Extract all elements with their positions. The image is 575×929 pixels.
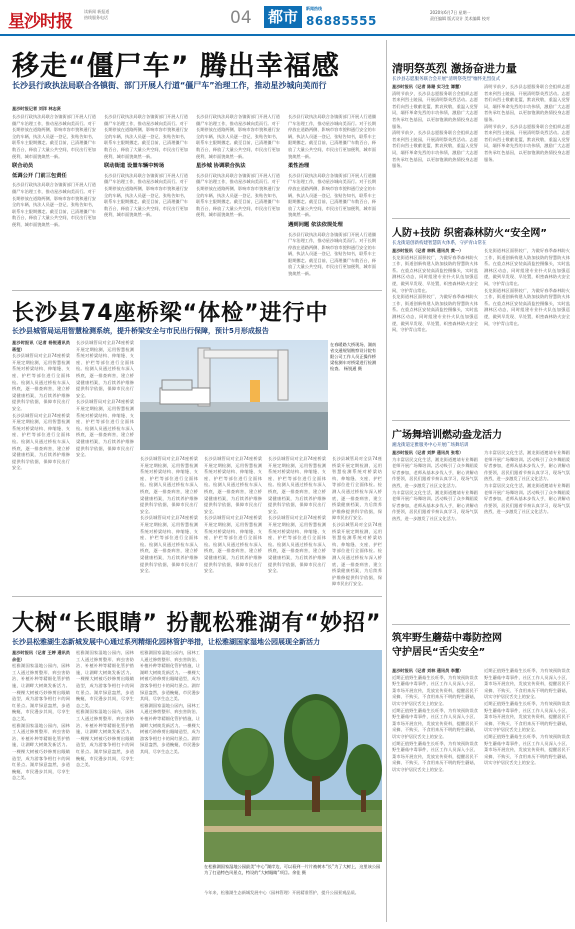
article3-byline: 星沙时报讯（记者 王婷 通讯员 余佳） xyxy=(12,650,70,662)
article1-col2: 长沙县行政执法局联合各镇街部门开展人行道僵尸车治理工作，推动星沙城向美而行。对于长期停放在道路两侧、影响市容市貌和通行安全的车辆，执法人员逐一登记、张贴告知书，联系车主限期挪走。截至目前，已清理僵尸车数百台，释放了大量公共空间，市民出行更加便利，城市面貌焕然一新。 联动街道 设置车辆中转场 长沙县行政执法局联合各镇街部门开展人行道僵尸车治理工作，推动星沙城向美而行。对于长期停放在道路两侧、影响市容市貌和通行安全的车辆，执法人员逐一登记、张贴告知书，联系车主限期挪走。截至目前，已清理僵尸车数百台，释放了大量公共空间，市民出行更加便利，城市面貌焕然一新。 xyxy=(104,114,188,218)
article2-col2: 长沙县城管局对全县74座桥梁开展定期检测，运用智慧检测系统对桥梁结构、伸缩缝、支座、护栏等部位进行全面体检。检测人员通过桥检车深入桥底，逐一排查病害，建立桥梁健康档案，为后续养护维修提供科学依据，保障市民出行安全。 长沙县城管局对全县74座桥梁开展定期检测，运用智慧检测系统对桥梁结构、伸缩缝、支座、护栏等部位进行全面体检。检测人员通过桥检车深入桥底，逐一排查病害，建立桥梁健康档案，为后续养护维修提供科学依据，保障市民出行安全。 xyxy=(76,340,134,458)
article1-byline: 星沙时报记者 刘洋 林志贤 xyxy=(12,106,61,111)
page-number: 04 xyxy=(230,8,252,28)
masthead xyxy=(0,0,575,36)
right3-col1: 星沙时报讯（记者 刘梦 通讯员 张希） 为丰富居民文化生活，湘龙街道邀请专业舞蹈老师开展广场舞培训。活动吸引了众多舞蹈爱好者参加，老师从基本步伐入手，耐心讲解动作要领，居民们跟着节奏认真学习，现场气氛热烈，进一步激发了社区文化活力。 为丰富居民文化生活，湘龙街道邀请专业舞蹈老师开展广场舞培训。活动吸引了众多舞蹈爱好者参加，老师从基本步伐入手，耐心讲解动作要领，居民们跟着节奏认真学习，现场气氛热烈，进一步激发了社区文化活力。 xyxy=(392,450,478,521)
right4-byline: 星沙时报讯（记者 刘林 通讯员 李慧） xyxy=(392,668,464,673)
article3-col3: 松雅湖国家湿地公园内，园林工人通过修剪整形、病虫害防治、补植补种等精细化管护措施，让湖畔大树焕发新活力。一棵棵大树被巧妙修剪出眼睛造型，成为游客争相打卡的网红景点。湖岸绿意盎然，步道蜿蜒，市民漫步其间，尽享生态之美。 松雅湖国家湿地公园内，园林工人通过修剪整形、病虫害防治、补植补种等精细化管护措施，让湖畔大树焕发新活力。一棵棵大树被巧妙修剪出眼睛造型，成为游客争相打卡的网红景点。湖岸绿意盎然，步道蜿蜒，市民漫步其间，尽享生态之美。 xyxy=(140,650,200,754)
article3-col4: 今年来，松雅湖生态新城发展中心（园林管理）开展精准管护，提升公园景观品质。 xyxy=(204,890,359,895)
masthead-rule xyxy=(0,34,575,36)
article3-col1: 星沙时报讯（记者 王婷 通讯员 余佳） 松雅湖国家湿地公园内，园林工人通过修剪整形、病虫害防治、补植补种等精细化管护措施，让湖畔大树焕发新活力。一棵棵大树被巧妙修剪出眼睛造型，成为游客争相打卡的网红景点。湖岸绿意盎然，步道蜿蜒，市民漫步其间，尽享生态之美。 松雅湖国家湿地公园内，园林工人通过修剪整形、病虫害防治、补植补种等精细化管护措施，让湖畔大树焕发新活力。一棵棵大树被巧妙修剪出眼睛造型，成为游客争相打卡的网红景点。湖岸绿意盎然，步道蜿蜒，市民漫步其间，尽享生态之美。 xyxy=(12,650,70,781)
article1-subhead-1: 联合动员 xyxy=(12,163,34,170)
article3-col2: 松雅湖国家湿地公园内，园林工人通过修剪整形、病虫害防治、补植补种等精细化管护措施，让湖畔大树焕发新活力。一棵棵大树被巧妙修剪出眼睛造型，成为游客争相打卡的网红景点。湖岸绿意盎然，步道蜿蜒，市民漫步其间，尽享生态之美。 松雅湖国家湿地公园内，园林工人通过修剪整形、病虫害防治、补植补种等精细化管护措施，让湖畔大树焕发新活力。一棵棵大树被巧妙修剪出眼睛造型，成为游客争相打卡的网红景点。湖岸绿意盎然，步道蜿蜒，市民漫步其间，尽享生态之美。 xyxy=(76,650,134,768)
right3-subtitle: 湘龙街道定雅服务中心开展广场舞培训 xyxy=(392,443,469,448)
article1-col3: 长沙县行政执法局联合各镇街部门开展人行道僵尸车治理工作，推动星沙城向美而行。对于长期停放在道路两侧、影响市容市貌和通行安全的车辆，执法人员逐一登记、张贴告知书，联系车主限期挪走。截至目前，已清理僵尸车数百台，释放了大量公共空间，市民出行更加便利，城市面貌焕然一新。 星沙城 协调联合执法 长沙县行政执法局联合各镇街部门开展人行道僵尸车治理工作，推动星沙城向美而行。对于长期停放在道路两侧、影响市容市貌和通行安全的车辆，执法人员逐一登记、张贴告知书，联系车主限期挪走。截至目前，已清理僵尸车数百台，释放了大量公共空间，市民出行更加便利，城市面貌焕然一新。 xyxy=(196,114,280,218)
article2-col6: 长沙县城管局对全县74座桥梁开展定期检测，运用智慧检测系统对桥梁结构、伸缩缝、支座、护栏等部位进行全面体检。检测人员通过桥检车深入桥底，逐一排查病害，建立桥梁健康档案，为后续养护维修提供科学依据，保障市民出行安全。 长沙县城管局对全县74座桥梁开展定期检测，运用智慧检测系统对桥梁结构、伸缩缝、支座、护栏等部位进行全面体检。检测人员通过桥检车深入桥底，逐一排查病害，建立桥梁健康档案，为后续养护维修提供科学依据，保障市民出行安全。 xyxy=(332,456,382,587)
right-divider-2 xyxy=(392,420,570,421)
article2-col1: 星沙时报讯（记者 杨锐通讯员 蒋莹） 长沙县城管局对全县74座桥梁开展定期检测，运用智慧检测系统对桥梁结构、伸缩缝、支座、护栏等部位进行全面体检。检测人员通过桥检车深入桥底，逐一排查病害，建立桥梁健康档案，为后续养护维修提供科学依据，保障市民出行安全。 长沙县城管局对全县74座桥梁开展定期检测，运用智慧检测系统对桥梁结构、伸缩缝、支座、护栏等部位进行全面体检。检测人员通过桥检车深入桥底，逐一排查病害，建立桥梁健康档案，为后续养护维修提供科学依据，保障市民出行安全。 xyxy=(12,340,70,471)
section-label: 都市 xyxy=(264,6,302,28)
article3-title: 大树“长眼睛” 扮靓松雅湖有“妙招” xyxy=(12,611,382,636)
article1-subhead-6: 遇到问题 依法依规处理 xyxy=(288,221,343,228)
article1-subhead-3: 联动街道 设置车辆中转场 xyxy=(104,163,165,170)
article2-title: 长沙县74座桥梁“体检”进行中 xyxy=(12,301,329,326)
right2-col2: 长龙街道林区面积较广，为做好春季森林防火工作，街道创新构建人防加技防的智慧防火体系。在重点林区安装高清监控摄像头，实时监测林区动态，同时组建专业扑火队伍加强巡逻，做到早发现、早处置，织密森林防火安全网，守护青山常在。 长龙街道林区面积较广，为做好春季森林防火工作，街道创新构建人防加技防的智慧防火体系。在重点林区安装高清监控摄像头，实时监测林区动态，同时组建专业扑火队伍加强巡逻，做到早发现、早处置，织密森林防火安全网，守护青山常在。 xyxy=(484,248,570,326)
right2-subtitle: 长龙街道创新构建智慧防火体系，守护青山常在 xyxy=(392,241,487,246)
right2-col1: 星沙时报讯（记者 林枫 通讯员 黄一） 长龙街道林区面积较广，为做好春季森林防火工作，街道创新构建人防加技防的智慧防火体系。在重点林区安装高清监控摄像头，实时监测林区动态，同时组建专业扑火队伍加强巡逻，做到早发现、早处置，织密森林防火安全网，守护青山常在。 长龙街道林区面积较广，为做好春季森林防火工作，街道创新构建人防加技防的智慧防火体系。在重点林区安装高清监控摄像头，实时监测林区动态，同时组建专业扑火队伍加强巡逻，做到早发现、早处置，织密森林防火安全网，守护青山常在。 xyxy=(392,248,478,333)
right-divider-1 xyxy=(392,218,570,219)
tree-photo-caption: 在松雅湖国家湿地公园最美“中心”湖岸边，可以看到一片片被树木“长”为了大树上，这里该公园为了打造特色风景点，特设的“大树眼睛”项目。余佳 摄 xyxy=(204,864,381,875)
bridge-photo-illustration xyxy=(140,340,328,450)
tree-photo-illustration xyxy=(204,650,382,862)
right2-title: 人防+技防 织密森林防火“安全网” xyxy=(392,228,548,239)
hotline-label: 新闻热线 xyxy=(306,6,322,11)
bridge-photo-caption: 在春暖路大桥现场，湖南省交通规划勘察设计院有限公司工作人员正操作桥梁检测车对桥梁进行检测检查。 杨锐通 摄 xyxy=(330,342,377,371)
right3-title: 广场舞培训燃动盎龙活力 xyxy=(392,430,502,441)
tree-eyes-photo xyxy=(204,650,382,862)
article1-subhead-5: 柔性治理 xyxy=(288,163,310,170)
right1-col2: 清明节前夕，长沙县志愿服务联合会组织志愿者来到烈士陵园，开展清明祭英烈活动。志愿者们向烈士敬献花篮，默哀致敬，重温入党誓词，缅怀革命先烈的丰功伟绩，激励广大志愿者传承红色基因，以更加饱满的热情投身志愿服务。 清明节前夕，长沙县志愿服务联合会组织志愿者来到烈士陵园，开展清明祭英烈活动。志愿者们向烈士敬献花篮，默哀致敬，重温入党誓词，缅怀革命先烈的丰功伟绩，激励广大志愿者传承红色基因，以更加饱满的热情投身志愿服务。 xyxy=(484,84,570,162)
article1-col1: 长沙县行政执法局联合各镇街部门开展人行道僵尸车治理工作，推动星沙城向美而行。对于长期停放在道路两侧、影响市容市貌和通行安全的车辆，执法人员逐一登记、张贴告知书，联系车主限期挪走。截至目前，已清理僵尸车数百台，释放了大量公共空间，市民出行更加便利，城市面貌焕然一新。 联合动员 低调公开 门前三包责任 长沙县行政执法局联合各镇街部门开展人行道僵尸车治理工作，推动星沙城向美而行。对于长期停放在道路两侧、影响市容市貌和通行安全的车辆，执法人员逐一登记、张贴告知书，联系车主限期挪走。截至目前，已清理僵尸车数百台，释放了大量公共空间，市民出行更加便利，城市面貌焕然一新。 xyxy=(12,114,96,227)
divider-1 xyxy=(12,290,382,291)
hotline-number: 86885555 xyxy=(306,14,377,28)
right3-byline: 星沙时报讯（记者 刘梦 通讯员 张希） xyxy=(392,450,464,455)
article2-col3: 长沙县城管局对全县74座桥梁开展定期检测，运用智慧检测系统对桥梁结构、伸缩缝、支座、护栏等部位进行全面体检。检测人员通过桥检车深入桥底，逐一排查病害，建立桥梁健康档案，为后续养护维修提供科学依据，保障市民出行安全。 长沙县城管局对全县74座桥梁开展定期检测，运用智慧检测系统对桥梁结构、伸缩缝、支座、护栏等部位进行全面体检。检测人员通过桥检车深入桥底，逐一排查病害，建立桥梁健康档案，为后续养护维修提供科学依据，保障市民出行安全。 xyxy=(140,456,198,574)
right4-title: 筑牢野生蘑菇中毒防控网 守护居民“舌尖安全” xyxy=(392,633,502,658)
right1-byline: 星沙时报讯（记者 陈珊 实习生 谭慧） xyxy=(392,84,464,89)
right4-col2: 近期正值野生蘑菇生长旺季，为有效预防误食野生蘑菇中毒事件，社区工作人员深入小区、菜市场开展宣传，发放宣传资料，提醒居民不采摘、不购买、不食用来历不明的野生蘑菇，切实守护居民舌尖上的安全。 近期正值野生蘑菇生长旺季，为有效预防误食野生蘑菇中毒事件，社区工作人员深入小区、菜市场开展宣传，发放宣传资料，提醒居民不采摘、不购买、不食用来历不明的野生蘑菇，切实守护居民舌尖上的安全。 近期正值野生蘑菇生长旺季，为有效预防误食野生蘑菇中毒事件，社区工作人员深入小区、菜市场开展宣传，发放宣传资料，提醒居民不采摘、不购买、不食用来历不明的野生蘑菇，切实守护居民舌尖上的安全。 xyxy=(484,668,570,766)
article2-subtitle: 长沙县城管局运用智慧检测系统，提升桥梁安全与市民出行保障，预计5月形成报告 xyxy=(12,327,269,335)
logo-subtitle: 读新闻 新报道 热线服务电话 xyxy=(84,9,110,20)
article1-subtitle: 长沙县行政执法局联合各镇街、部门开展人行道“僵尸车”治理工作，推动星沙城向美而行 xyxy=(12,81,327,90)
column-divider xyxy=(386,40,387,922)
right3-col2: 为丰富居民文化生活，湘龙街道邀请专业舞蹈老师开展广场舞培训。活动吸引了众多舞蹈爱好者参加，老师从基本步伐入手，耐心讲解动作要领，居民们跟着节奏认真学习，现场气氛热烈，进一步激发了社区文化活力。 为丰富居民文化生活，湘龙街道邀请专业舞蹈老师开展广场舞培训。活动吸引了众多舞蹈爱好者参加，老师从基本步伐入手，耐心讲解动作要领，居民们跟着节奏认真学习，现场气氛热烈，进一步激发了社区文化活力。 xyxy=(484,450,570,515)
article1-subhead-2: 低调公开 门前三包责任 xyxy=(12,172,67,179)
article2-col4: 长沙县城管局对全县74座桥梁开展定期检测，运用智慧检测系统对桥梁结构、伸缩缝、支座、护栏等部位进行全面体检。检测人员通过桥检车深入桥底，逐一排查病害，建立桥梁健康档案，为后续养护维修提供科学依据，保障市民出行安全。 长沙县城管局对全县74座桥梁开展定期检测，运用智慧检测系统对桥梁结构、伸缩缝、支座、护栏等部位进行全面体检。检测人员通过桥检车深入桥底，逐一排查病害，建立桥梁健康档案，为后续养护维修提供科学依据，保障市民出行安全。 xyxy=(204,456,262,574)
right2-byline: 星沙时报讯（记者 林枫 通讯员 黄一） xyxy=(392,248,464,253)
article2-byline: 星沙时报讯（记者 杨锐通讯员 蒋莹） xyxy=(12,340,70,352)
right1-title: 清明祭英烈 激扬奋进力量 xyxy=(392,62,517,75)
right4-col1: 星沙时报讯（记者 刘林 通讯员 李慧） 近期正值野生蘑菇生长旺季，为有效预防误食野生蘑菇中毒事件，社区工作人员深入小区、菜市场开展宣传，发放宣传资料，提醒居民不采摘、不购买、不食用来历不明的野生蘑菇，切实守护居民舌尖上的安全。 近期正值野生蘑菇生长旺季，为有效预防误食野生蘑菇中毒事件，社区工作人员深入小区、菜市场开展宣传，发放宣传资料，提醒居民不采摘、不购买、不食用来历不明的野生蘑菇，切实守护居民舌尖上的安全。 近期正值野生蘑菇生长旺季，为有效预防误食野生蘑菇中毒事件，社区工作人员深入小区、菜市场开展宣传，发放宣传资料，提醒居民不采摘、不购买、不食用来历不明的野生蘑菇，切实守护居民舌尖上的安全。 xyxy=(392,668,478,772)
right1-col1: 星沙时报讯（记者 陈珊 实习生 谭慧） 清明节前夕，长沙县志愿服务联合会组织志愿者来到烈士陵园，开展清明祭英烈活动。志愿者们向烈士敬献花篮，默哀致敬，重温入党誓词，缅怀革命先烈的丰功伟绩，激励广大志愿者传承红色基因，以更加饱满的热情投身志愿服务。 清明节前夕，长沙县志愿服务联合会组织志愿者来到烈士陵园，开展清明祭英烈活动。志愿者们向烈士敬献花篮，默哀致敬，重温入党誓词，缅怀革命先烈的丰功伟绩，激励广大志愿者传承红色基因，以更加饱满的热情投身志愿服务。 xyxy=(392,84,478,169)
newspaper-logo: 星沙时报 xyxy=(8,12,72,32)
issue-date-info: 2020年6月7日 星期一 责任编辑 版式设计 美术编辑 校对 xyxy=(430,10,490,21)
article2-col5: 长沙县城管局对全县74座桥梁开展定期检测，运用智慧检测系统对桥梁结构、伸缩缝、支座、护栏等部位进行全面体检。检测人员通过桥检车深入桥底，逐一排查病害，建立桥梁健康档案，为后续养护维修提供科学依据，保障市民出行安全。 长沙县城管局对全县74座桥梁开展定期检测，运用智慧检测系统对桥梁结构、伸缩缝、支座、护栏等部位进行全面体检。检测人员通过桥检车深入桥底，逐一排查病害，建立桥梁健康档案，为后续养护维修提供科学依据，保障市民出行安全。 xyxy=(268,456,326,574)
right1-subtitle: 长沙县志愿服务联合会开展“清明祭英烈”缅怀先烈仪式 xyxy=(392,77,501,82)
article1-title: 移走“僵尸车” 腾出幸福感 xyxy=(12,51,340,82)
divider-2 xyxy=(12,596,382,597)
bridge-inspection-photo xyxy=(140,340,328,450)
article1-subhead-4: 星沙城 协调联合执法 xyxy=(196,163,246,170)
article1-col4: 长沙县行政执法局联合各镇街部门开展人行道僵尸车治理工作，推动星沙城向美而行。对于长期停放在道路两侧、影响市容市貌和通行安全的车辆，执法人员逐一登记、张贴告知书，联系车主限期挪走。截至目前，已清理僵尸车数百台，释放了大量公共空间，市民出行更加便利，城市面貌焕然一新。 柔性治理 长沙县行政执法局联合各镇街部门开展人行道僵尸车治理工作，推动星沙城向美而行。对于长期停放在道路两侧、影响市容市貌和通行安全的车辆，执法人员逐一登记、张贴告知书，联系车主限期挪走。截至目前，已清理僵尸车数百台，释放了大量公共空间，市民出行更加便利，城市面貌焕然一新。 遇到问题 依法依规处理 长沙县行政执法局联合各镇街部门开展人行道僵尸车治理工作，推动星沙城向美而行。对于长期停放在道路两侧、影响市容市貌和通行安全的车辆，执法人员逐一登记、张贴告知书，联系车主限期挪走。截至目前，已清理僵尸车数百台，释放了大量公共空间，市民出行更加便利，城市面貌焕然一新。 xyxy=(288,114,376,277)
article3-subtitle: 长沙县松雅湖生态新城发展中心通过系列精细化园林管护举措，让松雅湖国家湿地公园展现全新活力 xyxy=(12,638,320,646)
right-divider-3 xyxy=(392,624,570,625)
